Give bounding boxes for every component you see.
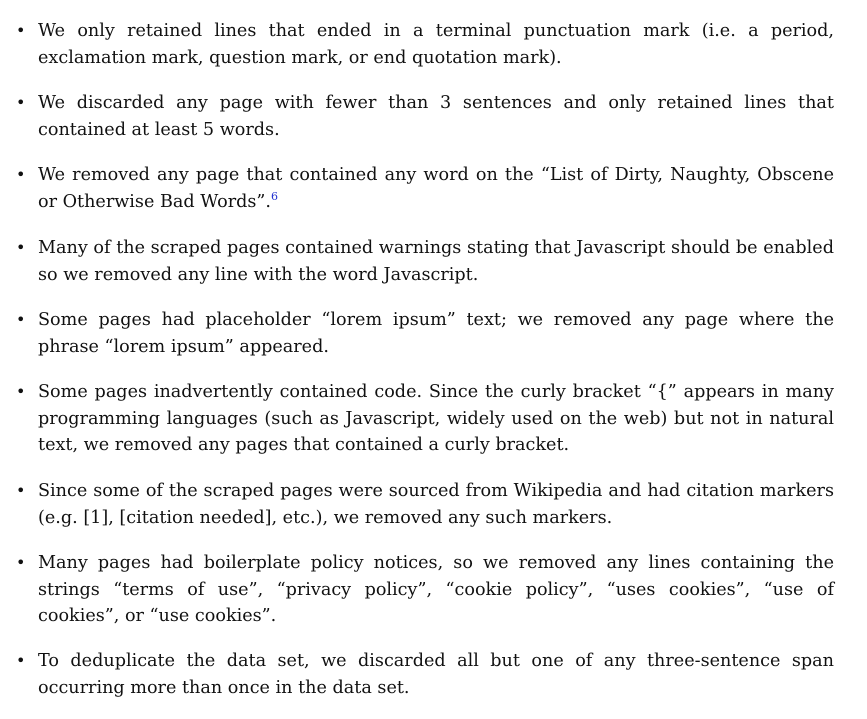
bullet-marker: • (16, 481, 26, 500)
list-item-text: Since some of the scraped pages were sourced from Wikipedia and had citation markers (e.g. [1], [citation needed], etc.), we removed any such markers. (38, 481, 834, 528)
list-item-text: Many of the scraped pages contained warnings stating that Javascript should be enabled so we removed any line with the word Javascript. (38, 238, 834, 285)
bullet-marker: • (16, 238, 26, 257)
list-item-text-with-footnote (38, 162, 834, 215)
footnote-link[interactable]: 6 (271, 189, 279, 203)
bullet-marker: • (16, 21, 26, 40)
bullet-marker: • (16, 93, 26, 112)
list-item-text: We removed any page that contained any word on the “List of Dirty, Naughty, Obscene or Otherwise Bad Words”. (38, 165, 834, 212)
list-item-text: Many pages had boilerplate policy notices, so we removed any lines containing the strings “terms of use”, “privacy policy”, “cookie policy”, “uses cookies”, “use of cookies”, or “use cookies”. (38, 553, 834, 626)
bullet-marker: • (16, 553, 26, 572)
bullet-marker: • (16, 382, 26, 401)
bullet-marker: • (16, 310, 26, 329)
list-item-text: Some pages inadvertently contained code. Since the curly bracket “{” appears in many programming languages (such as Javascript, widely used on the web) but not in natural text, we removed any pages that contained a curly bracket. (38, 382, 834, 455)
list-item-text: To deduplicate the data set, we discarded all but one of any three-sentence span occurring more than once in the data set. (38, 651, 834, 698)
list-item-text: We only retained lines that ended in a terminal punctuation mark (i.e. a period, exclamation mark, question mark, or end quotation mark). (38, 21, 834, 68)
list-item-text: We discarded any page with fewer than 3 sentences and only retained lines that contained at least 5 words. (38, 93, 834, 140)
list-item-text: Some pages had placeholder “lorem ipsum” text; we removed any page where the phrase “lorem ipsum” appeared. (38, 310, 834, 357)
bullet-marker: • (16, 651, 26, 670)
bullet-marker: • (16, 165, 26, 184)
